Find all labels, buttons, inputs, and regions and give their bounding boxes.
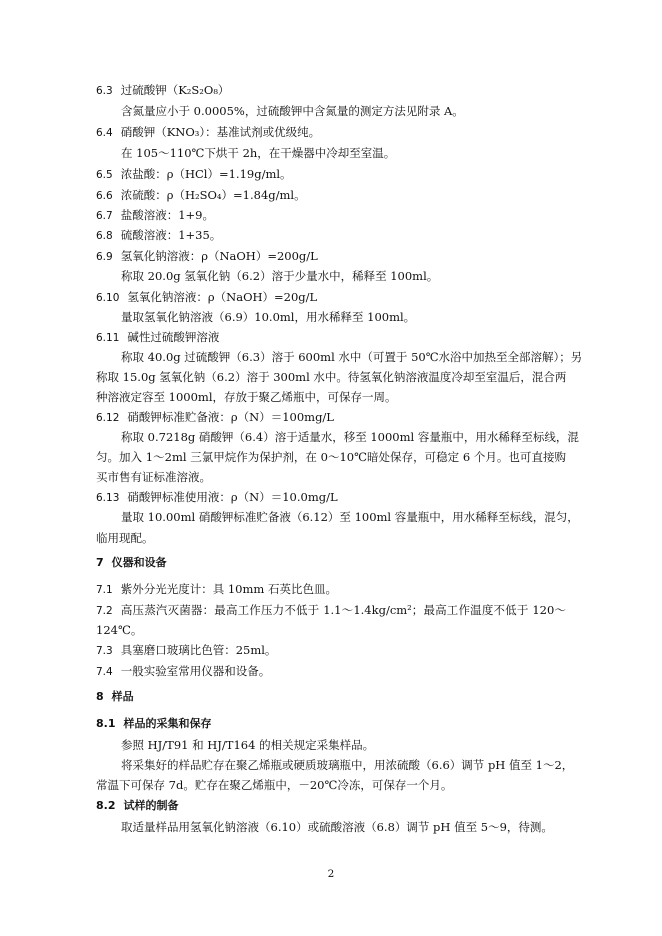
- item-6-9: 6.9 氢氧化钠溶液：ρ（NaOH）=200g/L: [96, 249, 318, 263]
- paragraph-line: 种溶液定容至 1000ml，存放于聚乙烯瓶中，可保存一周。: [96, 390, 397, 404]
- paragraph-line: 匀。加入 1～2ml 三氯甲烷作为保护剂，在 0～10℃暗处保存，可稳定 6 个月。也可直接购: [96, 450, 566, 464]
- item-6-11: 6.11 碱性过硫酸钾溶液: [96, 330, 220, 344]
- paragraph-line: 124℃。: [96, 623, 143, 637]
- paragraph-line: 将采集好的样品贮存在聚乙烯瓶或硬质玻璃瓶中，用浓硫酸（6.6）调节 pH 值至 1～2，: [121, 758, 574, 772]
- paragraph-line: 称取 0.7218g 硝酸钾（6.4）溶于适量水，移至 1000ml 容量瓶中，用水稀释至标线，混: [121, 430, 579, 444]
- subsection-heading-8-1: 8.1 样品的采集和保存: [96, 717, 212, 730]
- paragraph-line: 称取 40.0g 过硫酸钾（6.3）溶于 600ml 水中（可置于 50℃水浴中加热至全部溶解）；另: [121, 350, 583, 364]
- item-6-5: 6.5 浓盐酸：ρ（HCl）=1.19g/ml。: [96, 167, 292, 181]
- paragraph-line: 临用现配。: [96, 531, 154, 545]
- paragraph-line: 称取 15.0g 氢氧化钠（6.2）溶于 300ml 水中。待氢氧化钠溶液温度冷却至室温后，混合两: [96, 370, 567, 384]
- item-7-4: 7.4 一般实验室常用仪器和设备。: [96, 664, 271, 678]
- paragraph-line: 参照 HJ/T91 和 HJ/T164 的相关规定采集样品。: [121, 738, 375, 752]
- item-6-13: 6.13 硝酸钾标准使用液：ρ（N）＝10.0mg/L: [96, 490, 338, 504]
- paragraph-line: 在 105～110℃下烘干 2h，在干燥器中冷却至室温。: [121, 146, 396, 160]
- item-6-12: 6.12 硝酸钾标准贮备液：ρ（N）＝100mg/L: [96, 410, 334, 424]
- item-6-10: 6.10 氢氧化钠溶液：ρ（NaOH）=20g/L: [96, 290, 318, 304]
- item-6-4: 6.4 硝酸钾（KNO₃）：基准试剂或优级纯。: [96, 125, 321, 139]
- paragraph-line: 含氮量应小于 0.0005%，过硫酸钾中含氮量的测定方法见附录 A。: [121, 104, 464, 118]
- item-7-1: 7.1 紫外分光光度计：具 10mm 石英比色皿。: [96, 582, 337, 596]
- paragraph-line: 量取氢氧化钠溶液（6.9）10.0ml，用水稀释至 100ml。: [121, 310, 416, 324]
- subsection-heading-8-2: 8.2 试样的制备: [96, 799, 179, 812]
- paragraph-line: 常温下可保存 7d。贮存在聚乙烯瓶中，－20℃冷冻，可保存一个月。: [96, 778, 453, 792]
- paragraph-line: 取适量样品用氢氧化钠溶液（6.10）或硫酸溶液（6.8）调节 pH 值至 5～9，待测。: [121, 820, 553, 834]
- paragraph-line: 买市售有证标准溶液。: [96, 470, 211, 484]
- item-6-7: 6.7 盐酸溶液：1+9。: [96, 208, 214, 222]
- item-6-6: 6.6 浓硫酸：ρ（H₂SO₄）=1.84g/ml。: [96, 188, 306, 202]
- page-number: 2: [327, 868, 335, 880]
- item-6-3: 6.3 过硫酸钾（K₂S₂O₈）: [96, 83, 230, 97]
- paragraph-line: 量取 10.00ml 硝酸钾标准贮备液（6.12）至 100ml 容量瓶中，用水稀释至标线，混匀，: [121, 510, 579, 524]
- item-7-2: 7.2 高压蒸汽灭菌器：最高工作压力不低于 1.1～1.4kg/cm²；最高工作温度不低于 120～: [96, 603, 566, 617]
- section-heading-7: 7 仪器和设备: [96, 556, 167, 569]
- item-7-3: 7.3 具塞磨口玻璃比色管：25ml。: [96, 643, 277, 657]
- section-heading-8: 8 样品: [96, 690, 134, 703]
- paragraph-line: 称取 20.0g 氢氧化钠（6.2）溶于少量水中，稀释至 100ml。: [121, 269, 439, 283]
- item-6-8: 6.8 硫酸溶液：1+35。: [96, 228, 222, 242]
